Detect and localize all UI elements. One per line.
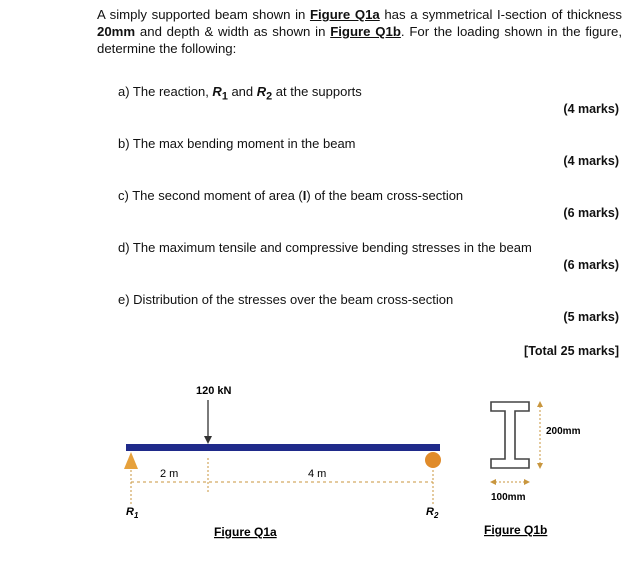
dim-2m-label: 2 m: [160, 468, 179, 480]
width-arrow-left: [490, 479, 496, 485]
width-label: 100mm: [491, 492, 526, 503]
question-a-tail: at the supports: [272, 84, 362, 99]
roller-support: [425, 452, 441, 468]
question-b-marks: (4 marks): [563, 154, 619, 168]
intro-text-1: A simply supported beam shown in: [97, 7, 310, 22]
question-b: b) The max bending moment in the beam: [118, 136, 356, 151]
question-e: e) Distribution of the stresses over the beam cross-section: [118, 292, 454, 307]
question-c-text: c) The second moment of area (: [118, 188, 303, 203]
depth-arrow-top: [537, 401, 543, 407]
question-a: [118, 84, 362, 103]
thickness-value: 20mm: [97, 24, 136, 39]
load-arrow-head: [204, 436, 212, 444]
question-d-marks: (6 marks): [563, 258, 619, 272]
i-section-outline: [491, 402, 529, 468]
r2-label: $R_2$: [426, 506, 439, 520]
r2-subscript: 2: [266, 90, 273, 103]
total-marks: [Total 25 marks]: [524, 344, 619, 358]
pin-support: [124, 452, 138, 469]
question-a-marks: (4 marks): [563, 102, 619, 116]
load-label: 120 kN: [196, 385, 232, 397]
intro-text-2: has a symmetrical I-section of thickness: [379, 7, 622, 22]
r1-symbol: R: [212, 84, 222, 99]
width-arrow-right: [524, 479, 530, 485]
depth-arrow-bottom: [537, 463, 543, 469]
question-c-marks: (6 marks): [563, 206, 619, 220]
question-d: d) The maximum tensile and compressive bending stresses in the beam: [118, 240, 532, 255]
intro-paragraph: [97, 6, 622, 57]
intro-text-4: . For the loading shown in the figure, determine the following:: [97, 24, 622, 56]
dim-4m-label: 4 m: [308, 468, 327, 480]
question-a-and: and: [227, 84, 257, 99]
depth-label: 200mm: [546, 426, 581, 437]
second-moment-symbol: I: [302, 188, 307, 203]
beam: [126, 444, 440, 451]
intro-text-3: and depth & width as shown in: [135, 24, 331, 39]
r1-subscript: 1: [221, 90, 228, 103]
r2-symbol: R: [256, 84, 267, 99]
figure-q1b-reference: Figure Q1b: [330, 24, 401, 39]
question-e-marks: (5 marks): [563, 310, 619, 324]
figure-q1a-reference: Figure Q1a: [309, 7, 380, 22]
question-a-text: a) The reaction,: [118, 84, 213, 99]
question-c-tail: ) of the beam cross-section: [306, 188, 464, 203]
question-c: [118, 188, 463, 203]
r1-label: $R_1$: [126, 506, 139, 520]
figure-q1b-caption: Figure Q1b: [484, 523, 548, 537]
figure-q1a-caption: Figure Q1a: [214, 525, 277, 539]
